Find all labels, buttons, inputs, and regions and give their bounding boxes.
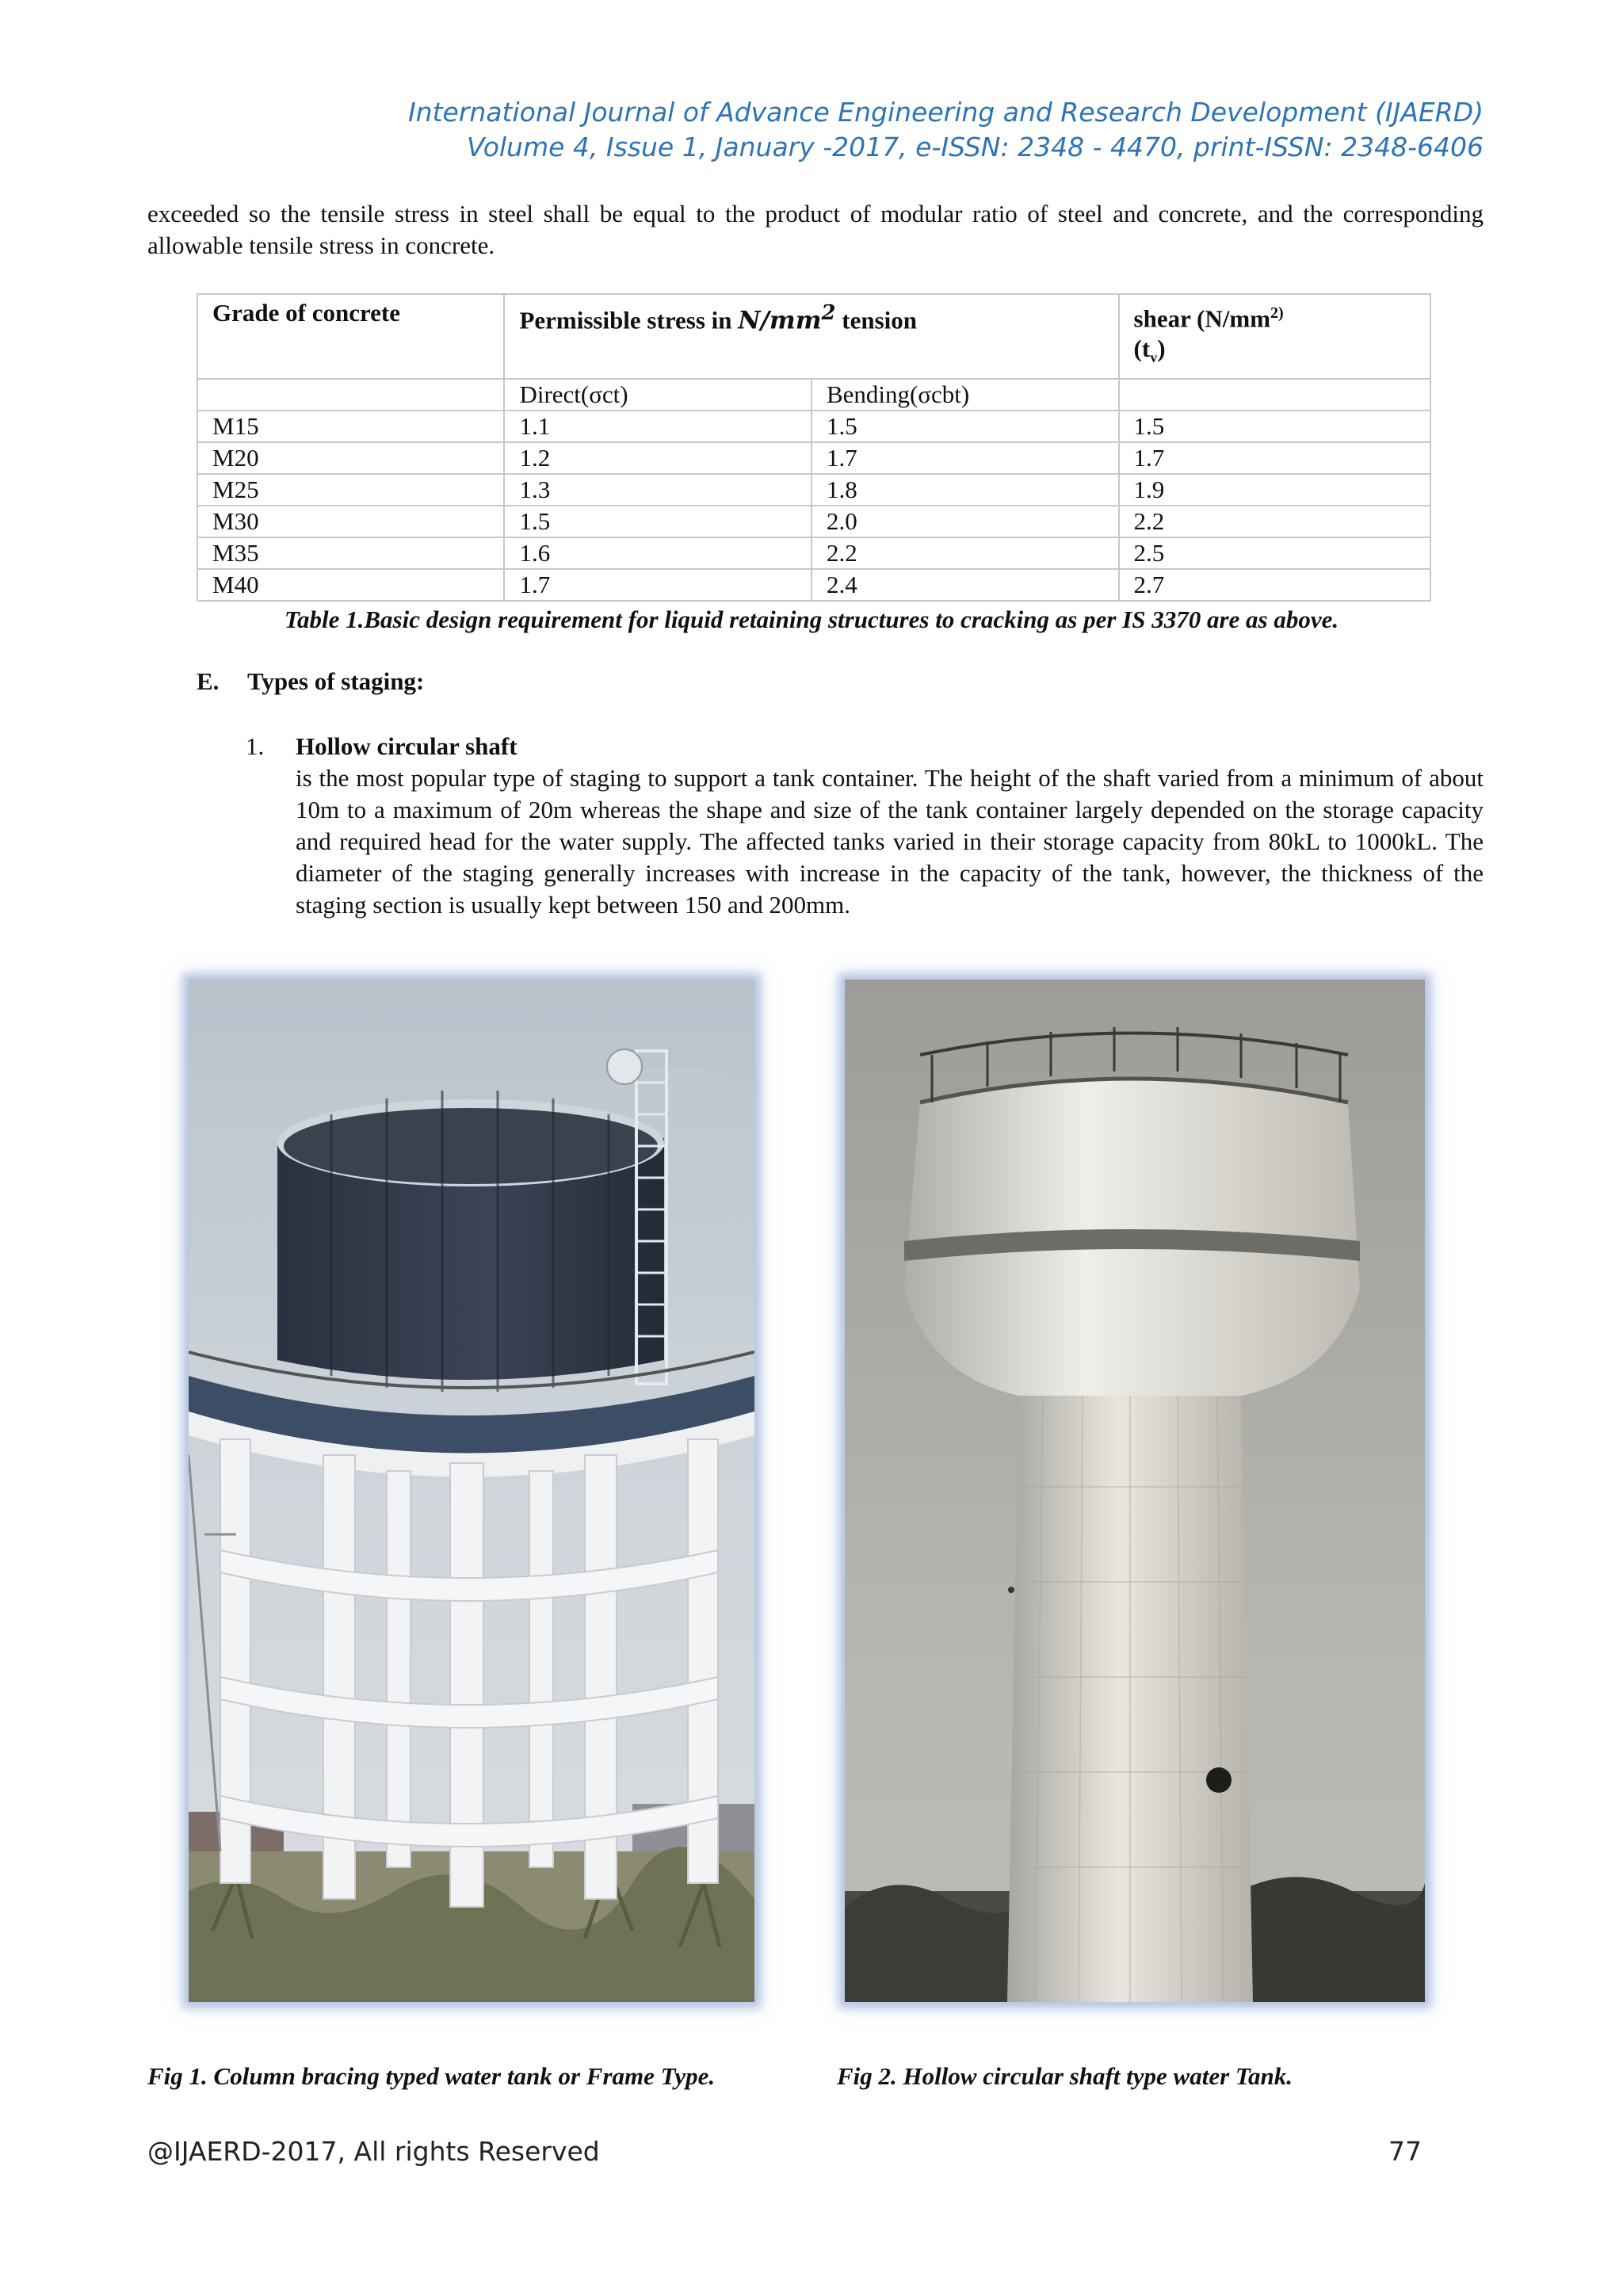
table-row <box>197 442 1430 474</box>
table-cell: 1.5 <box>504 506 812 537</box>
table-cell <box>197 379 504 411</box>
table-cell: 1.2 <box>504 442 812 474</box>
table-row <box>197 411 1430 442</box>
table-cell: M25 <box>197 474 504 506</box>
header-grade: Grade of concrete <box>197 294 504 379</box>
table-cell: 1.1 <box>504 411 812 442</box>
table-cell: 1.5 <box>812 411 1119 442</box>
section-letter: E. <box>197 667 220 695</box>
table-cell: 2.2 <box>1119 506 1430 537</box>
table-cell: 1.3 <box>504 474 812 506</box>
table-row <box>197 474 1430 506</box>
table-cell: M30 <box>197 506 504 537</box>
header-permissible-stress: Permissible stress in $N/mm^2$ tension <box>504 294 1118 379</box>
table-cell: 1.6 <box>504 537 812 569</box>
table-cell: 2.7 <box>1119 569 1430 601</box>
table-subheader-row <box>197 379 1430 411</box>
table-cell: 2.0 <box>812 506 1119 537</box>
table-cell: M20 <box>197 442 504 474</box>
figure-1-caption: Fig 1. Column bracing typed water tank or Frame Type. <box>147 2062 716 2090</box>
table-cell: 1.7 <box>504 569 812 601</box>
header-shear: shear ($N/mm^{2)}$ $(t_v)$ <box>1119 294 1430 379</box>
section-heading <box>197 667 424 696</box>
footer-page-number: 77 <box>1388 2136 1422 2167</box>
table-cell: 2.2 <box>812 537 1119 569</box>
table-row <box>197 537 1430 569</box>
figure-2-caption: Fig 2. Hollow circular shaft type water Tank. <box>837 2062 1293 2090</box>
table-header-row <box>197 294 1430 379</box>
table-cell: 2.5 <box>1119 537 1430 569</box>
table-caption: Table 1.Basic design requirement for liquid retaining structures to cracking as per IS 3370 are as above. <box>284 606 1339 633</box>
permissible-stress-table <box>197 293 1431 602</box>
table-cell: 2.4 <box>812 569 1119 601</box>
item-number: 1. <box>246 732 265 760</box>
item-title: Hollow circular shaft <box>296 732 517 760</box>
item-text: is the most popular type of staging to support a tank container. The height of the shaft varied from a minimum of about 10m to a maximum of 20m whereas the shape and size of the tank container largely depended on the storage capacity and required head for the water supply. The affected tanks varied in their storage capacity from 80kL to 1000kL. The diameter of the staging generally increases with increase in the capacity of the tank, however, the thickness of the staging section is usually kept between 150 and 200mm. <box>296 764 1484 919</box>
footer-copyright: @IJAERD-2017, All rights Reserved <box>147 2136 600 2167</box>
table-cell: 1.9 <box>1119 474 1430 506</box>
section-title: Types of staging: <box>247 667 425 695</box>
intro-paragraph: exceeded so the tensile stress in steel shall be equal to the product of modular ratio of steel and concrete, and the corresponding allowable tensile stress in concrete. <box>147 200 1484 259</box>
subheader-direct: Direct(σct) <box>504 379 812 411</box>
table-row <box>197 569 1430 601</box>
table-cell: 1.8 <box>812 474 1119 506</box>
table-cell: 1.7 <box>812 442 1119 474</box>
figure-2-image <box>845 980 1425 2002</box>
table-cell <box>1119 379 1430 411</box>
journal-header <box>408 95 1484 165</box>
table-cell: M35 <box>197 537 504 569</box>
subheader-bending: Bending(σcbt) <box>812 379 1119 411</box>
journal-issue: Volume 4, Issue 1, January -2017, e-ISSN: 2348 - 4470, print-ISSN: 2348-6406 <box>467 132 1484 162</box>
journal-title: International Journal of Advance Engineering and Research Development (IJAERD) <box>407 97 1484 128</box>
table-cell: M15 <box>197 411 504 442</box>
table-cell: M40 <box>197 569 504 601</box>
table-row <box>197 506 1430 537</box>
table-cell: 1.5 <box>1119 411 1430 442</box>
table-cell: 1.7 <box>1119 442 1430 474</box>
figure-1-image <box>189 980 754 2002</box>
